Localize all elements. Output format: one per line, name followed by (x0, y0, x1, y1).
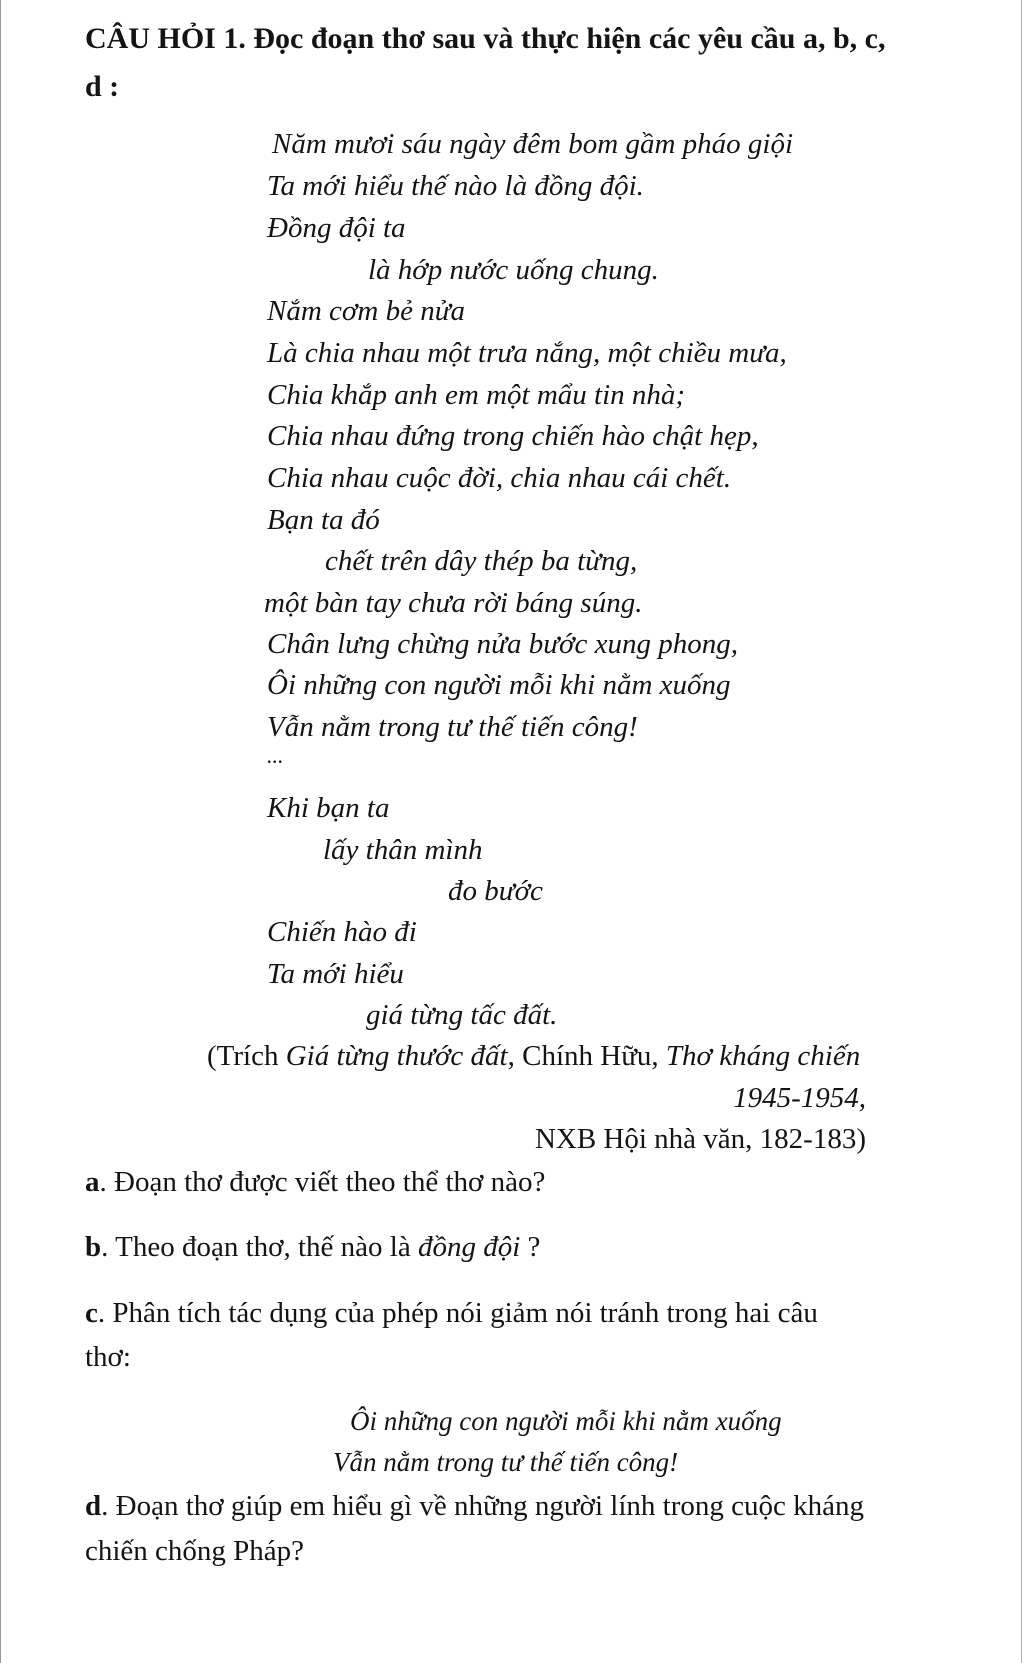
question-title: CÂU HỎI 1. Đọc đoạn thơ sau và thực hiện các yêu cầu a, b, c, (85, 22, 886, 55)
task-c-excerpt-line: Vẫn nằm trong tư thế tiến công! (333, 1447, 679, 1477)
task-a (85, 1168, 545, 1197)
task-c-text: . Phân tích tác dụng của phép nói giảm nói tránh trong hai câu (97, 1297, 818, 1329)
poem-line: lấy thân mình (323, 834, 483, 866)
task-b-label: b (85, 1231, 102, 1263)
task-b-text: . Theo đoạn thơ, thế nào là (101, 1231, 418, 1263)
source-publisher: NXB Hội nhà văn, 182-183) (534, 1123, 866, 1155)
source-citation (207, 1042, 860, 1071)
task-a-label: a (85, 1166, 100, 1198)
poem-line: Khi bạn ta (267, 792, 390, 824)
poem-line: là hớp nước uống chung. (368, 254, 659, 286)
task-d-label: d (85, 1490, 102, 1522)
poem-line: Chiến hào đi (267, 916, 417, 948)
poem-line: Năm mươi sáu ngày đêm bom gầm pháo giội (272, 128, 794, 160)
source-work-title: Giá từng thước đất (285, 1040, 508, 1072)
task-d (85, 1492, 864, 1521)
source-anthology: Thơ kháng chiến (665, 1040, 861, 1072)
poem-line: Ôi những con người mỗi khi nằm xuống (267, 669, 731, 701)
poem-line: Chân lưng chừng nửa bước xung phong, (267, 628, 739, 660)
task-b-emphasis: đồng đội (417, 1231, 521, 1263)
task-d-continued: chiến chống Pháp? (85, 1535, 305, 1567)
poem-line: Ta mới hiểu (267, 958, 404, 990)
source-prefix: (Trích (207, 1040, 286, 1072)
source-years: 1945-1954, (733, 1082, 866, 1114)
task-b (85, 1233, 540, 1262)
poem-line: chết trên dây thép ba từng, (325, 545, 638, 577)
poem-line: đo bước (448, 875, 543, 907)
poem-line: một bàn tay chưa rời báng súng. (264, 587, 643, 619)
poem-line: Đồng đội ta (267, 212, 406, 244)
question-title-continued: d : (85, 70, 120, 103)
poem-line: Nắm cơm bẻ nửa (267, 295, 466, 327)
task-c (85, 1299, 818, 1328)
task-b-end: ? (520, 1231, 541, 1263)
page-border-left (0, 0, 1, 1663)
poem-line: Chia nhau đứng trong chiến hào chật hẹp, (267, 420, 759, 452)
poem-line: Vẫn nằm trong tư thế tiến công! (267, 711, 638, 743)
task-c-label: c (85, 1297, 98, 1329)
poem-line: Là chia nhau một trưa nắng, một chiều mưa, (267, 337, 787, 369)
poem-line: Bạn ta đó (267, 504, 380, 536)
task-d-text: . Đoạn thơ giúp em hiểu gì về những người lính trong cuộc kháng (101, 1490, 864, 1522)
poem-line: giá từng tấc đất. (366, 999, 558, 1031)
poem-line: Chia nhau cuộc đời, chia nhau cái chết. (267, 462, 732, 494)
page-border-right (1021, 0, 1022, 1663)
source-author: , Chính Hữu, (507, 1040, 666, 1072)
task-a-text: . Đoạn thơ được viết theo thể thơ nào? (99, 1166, 546, 1198)
poem-ellipsis: ... (267, 743, 284, 768)
task-c-continued: thơ: (85, 1341, 131, 1373)
poem-line: Chia khắp anh em một mẩu tin nhà; (267, 379, 686, 411)
poem-line: Ta mới hiểu thế nào là đồng đội. (267, 170, 644, 202)
task-c-excerpt-line: Ôi những con người mỗi khi nằm xuống (350, 1406, 782, 1436)
